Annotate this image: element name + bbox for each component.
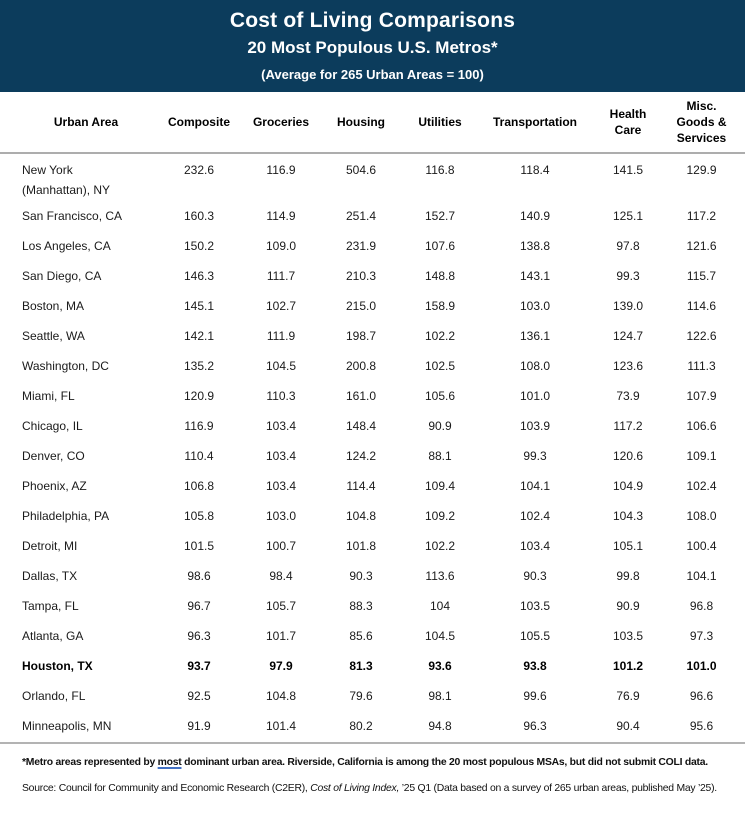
utilities-value-cell: 88.1 xyxy=(428,449,452,463)
page-title: Cost of Living Comparisons xyxy=(229,9,516,32)
column-header-groceries: Groceries xyxy=(248,92,314,153)
table-row xyxy=(0,590,745,620)
urban-area-cell xyxy=(0,680,150,710)
column-header-composite: Composite xyxy=(150,92,248,153)
urban-area-name: Washington, DC xyxy=(22,359,109,373)
urban-area-cell xyxy=(0,320,150,350)
table-row xyxy=(0,410,745,440)
composite-value-cell: 146.3 xyxy=(183,269,215,283)
transportation-value-cell: 93.8 xyxy=(523,659,547,673)
transportation-value-cell: 104.1 xyxy=(519,479,551,493)
health-care-value-cell: 117.2 xyxy=(613,419,643,433)
transportation-value-cell: 136.1 xyxy=(519,329,551,343)
housing-value-cell: 504.6 xyxy=(345,163,377,177)
transportation-value-cell: 99.6 xyxy=(523,689,547,703)
misc-value-cell: 106.6 xyxy=(686,419,717,433)
housing-value-cell: 124.2 xyxy=(345,449,377,463)
urban-area-cell xyxy=(0,153,150,200)
groceries-value-cell: 109.0 xyxy=(265,239,297,253)
urban-area-name: Chicago, IL xyxy=(22,419,83,433)
housing-value-cell: 101.8 xyxy=(345,539,377,553)
cost-of-living-table xyxy=(0,92,745,740)
table-row xyxy=(0,470,745,500)
urban-area-cell xyxy=(0,230,150,260)
table-bottom-divider xyxy=(0,742,745,744)
misc-value-cell: 97.3 xyxy=(689,629,714,643)
groceries-value-cell: 110.3 xyxy=(266,389,296,403)
transportation-value-cell: 118.4 xyxy=(520,163,550,177)
urban-area-cell xyxy=(0,620,150,650)
composite-value-cell: 91.9 xyxy=(187,719,211,733)
utilities-value-cell: 93.6 xyxy=(428,659,452,673)
table-header xyxy=(0,92,745,153)
utilities-value-cell: 102.2 xyxy=(424,539,456,553)
misc-value-cell: 129.9 xyxy=(686,163,717,177)
misc-value-cell: 117.2 xyxy=(686,209,717,223)
transportation-value-cell: 108.0 xyxy=(519,359,551,373)
misc-value-cell: 109.1 xyxy=(686,449,717,463)
utilities-value-cell: 104 xyxy=(429,599,451,613)
composite-value-cell: 142.1 xyxy=(183,329,215,343)
health-care-value-cell: 123.6 xyxy=(612,359,644,373)
table-row xyxy=(0,560,745,590)
urban-area-cell xyxy=(0,710,150,740)
metro-footnote xyxy=(22,757,723,768)
health-care-value-cell: 141.5 xyxy=(612,163,644,177)
source-publication-title: Cost of Living Index, xyxy=(310,783,400,794)
groceries-value-cell: 114.9 xyxy=(266,209,296,223)
utilities-value-cell: 158.9 xyxy=(424,299,456,313)
transportation-value-cell: 96.3 xyxy=(523,719,547,733)
groceries-value-cell: 103.4 xyxy=(265,479,297,493)
groceries-value-cell: 98.4 xyxy=(269,569,293,583)
composite-value-cell: 160.3 xyxy=(183,209,215,223)
groceries-value-cell: 103.4 xyxy=(265,449,297,463)
groceries-value-cell: 103.0 xyxy=(265,509,297,523)
urban-area-cell xyxy=(0,650,150,680)
composite-value-cell: 110.4 xyxy=(184,449,214,463)
transportation-value-cell: 105.5 xyxy=(519,629,551,643)
composite-value-cell: 135.2 xyxy=(183,359,215,373)
composite-value-cell: 101.5 xyxy=(183,539,215,553)
composite-value-cell: 105.8 xyxy=(183,509,215,523)
column-header-utilities: Utilities xyxy=(408,92,472,153)
urban-area-name: New York xyxy=(22,163,73,177)
transportation-value-cell: 103.9 xyxy=(519,419,551,433)
misc-value-cell: 104.1 xyxy=(686,569,717,583)
urban-area-cell xyxy=(0,350,150,380)
urban-area-name: Boston, MA xyxy=(22,299,85,313)
composite-value-cell: 120.9 xyxy=(183,389,215,403)
misc-value-cell: 122.6 xyxy=(686,329,717,343)
health-care-value-cell: 105.1 xyxy=(612,539,644,553)
table-row xyxy=(0,530,745,560)
table-row xyxy=(0,350,745,380)
misc-value-cell: 102.4 xyxy=(686,479,717,493)
column-header-urban-area: Urban Area xyxy=(0,92,150,153)
health-care-value-cell: 73.9 xyxy=(616,389,640,403)
housing-value-cell: 114.4 xyxy=(346,479,376,493)
housing-value-cell: 215.0 xyxy=(345,299,377,313)
table-row xyxy=(0,320,745,350)
housing-value-cell: 90.3 xyxy=(349,569,373,583)
groceries-value-cell: 101.4 xyxy=(265,719,297,733)
transportation-value-cell: 103.4 xyxy=(519,539,551,553)
urban-area-name: Seattle, WA xyxy=(22,329,85,343)
metro-footnote-text-cont: dominant urban area. Riverside, California is among the 20 most populous MSAs, but did not submit COLI data. xyxy=(181,757,708,768)
health-care-value-cell: 124.7 xyxy=(612,329,644,343)
utilities-value-cell: 116.8 xyxy=(425,163,455,177)
composite-value-cell: 92.5 xyxy=(187,689,211,703)
urban-area-name: Los Angeles, CA xyxy=(22,239,111,253)
table-row xyxy=(0,153,745,200)
source-note xyxy=(22,783,723,794)
housing-value-cell: 210.3 xyxy=(345,269,377,283)
scale-note: (Average for 265 Urban Areas = 100) xyxy=(261,67,484,82)
table-row xyxy=(0,200,745,230)
misc-value-cell: 114.6 xyxy=(686,299,717,313)
underlined-most: most xyxy=(157,757,182,768)
table-row xyxy=(0,380,745,410)
housing-value-cell: 104.8 xyxy=(345,509,377,523)
table-row xyxy=(0,500,745,530)
composite-value-cell: 116.9 xyxy=(184,419,214,433)
housing-value-cell: 88.3 xyxy=(349,599,373,613)
composite-value-cell: 96.7 xyxy=(187,599,211,613)
groceries-value-cell: 101.7 xyxy=(265,629,297,643)
urban-area-name: Detroit, MI xyxy=(22,539,78,553)
health-care-value-cell: 139.0 xyxy=(612,299,644,313)
misc-value-cell: 121.6 xyxy=(686,239,717,253)
urban-area-name: San Francisco, CA xyxy=(22,209,123,223)
column-header-misc-goods-services: Misc. Goods & Services xyxy=(658,92,745,153)
urban-area-name: Houston, TX xyxy=(22,659,93,673)
header-banner xyxy=(0,0,745,92)
urban-area-name: Tampa, FL xyxy=(22,599,79,613)
utilities-value-cell: 152.7 xyxy=(424,209,456,223)
column-header-health-care: Health Care xyxy=(598,92,658,153)
utilities-value-cell: 109.4 xyxy=(424,479,456,493)
misc-value-cell: 96.6 xyxy=(689,689,714,703)
utilities-value-cell: 148.8 xyxy=(424,269,456,283)
table-row xyxy=(0,710,745,740)
urban-area-cell xyxy=(0,530,150,560)
urban-area-name: Atlanta, GA xyxy=(22,629,84,643)
health-care-value-cell: 101.2 xyxy=(612,659,644,673)
health-care-value-cell: 103.5 xyxy=(612,629,644,643)
health-care-value-cell: 104.9 xyxy=(612,479,644,493)
table-row xyxy=(0,680,745,710)
transportation-value-cell: 90.3 xyxy=(523,569,547,583)
metro-footnote-text: *Metro areas represented by xyxy=(22,757,158,768)
table-row xyxy=(0,230,745,260)
groceries-value-cell: 102.7 xyxy=(265,299,297,313)
source-text-cont: ’25 Q1 (Data based on a survey of 265 urban areas, published May ’25). xyxy=(399,783,717,794)
housing-value-cell: 85.6 xyxy=(349,629,373,643)
health-care-value-cell: 120.6 xyxy=(612,449,644,463)
misc-value-cell: 101.0 xyxy=(686,659,717,673)
composite-value-cell: 232.6 xyxy=(183,163,215,177)
misc-value-cell: 96.8 xyxy=(689,599,714,613)
utilities-value-cell: 113.6 xyxy=(425,569,455,583)
utilities-value-cell: 107.6 xyxy=(424,239,456,253)
housing-value-cell: 79.6 xyxy=(349,689,373,703)
composite-value-cell: 96.3 xyxy=(187,629,211,643)
misc-value-cell: 111.3 xyxy=(687,359,716,373)
misc-value-cell: 108.0 xyxy=(686,509,717,523)
composite-value-cell: 98.6 xyxy=(187,569,211,583)
urban-area-cell xyxy=(0,470,150,500)
urban-area-name: Dallas, TX xyxy=(22,569,78,583)
health-care-value-cell: 104.3 xyxy=(612,509,644,523)
urban-area-name: Minneapolis, MN xyxy=(22,719,112,733)
groceries-value-cell: 111.7 xyxy=(266,269,296,283)
housing-value-cell: 161.0 xyxy=(345,389,377,403)
groceries-value-cell: 103.4 xyxy=(265,419,297,433)
urban-area-cell xyxy=(0,380,150,410)
column-header-housing: Housing xyxy=(314,92,408,153)
housing-value-cell: 231.9 xyxy=(345,239,377,253)
transportation-value-cell: 99.3 xyxy=(523,449,547,463)
table-body xyxy=(0,153,745,740)
transportation-value-cell: 103.5 xyxy=(519,599,551,613)
urban-area-name: San Diego, CA xyxy=(22,269,102,283)
urban-area-cell xyxy=(0,260,150,290)
utilities-value-cell: 102.2 xyxy=(424,329,456,343)
urban-area-cell xyxy=(0,290,150,320)
table-header-row xyxy=(0,92,745,153)
groceries-value-cell: 97.9 xyxy=(269,659,293,673)
health-care-value-cell: 125.1 xyxy=(612,209,644,223)
urban-area-cell xyxy=(0,440,150,470)
utilities-value-cell: 102.5 xyxy=(424,359,456,373)
source-text: Source: Council for Community and Economic Research (C2ER), xyxy=(22,783,311,794)
transportation-value-cell: 140.9 xyxy=(519,209,551,223)
misc-value-cell: 100.4 xyxy=(686,539,717,553)
housing-value-cell: 148.4 xyxy=(345,419,377,433)
urban-area-name: Miami, FL xyxy=(22,389,75,403)
composite-value-cell: 93.7 xyxy=(187,659,211,673)
utilities-value-cell: 98.1 xyxy=(428,689,452,703)
utilities-value-cell: 90.9 xyxy=(428,419,452,433)
table-row xyxy=(0,650,745,680)
column-header-transportation: Transportation xyxy=(472,92,598,153)
groceries-value-cell: 100.7 xyxy=(265,539,297,553)
table-row xyxy=(0,260,745,290)
urban-area-cell xyxy=(0,500,150,530)
health-care-value-cell: 90.4 xyxy=(616,719,640,733)
misc-value-cell: 107.9 xyxy=(686,389,717,403)
utilities-value-cell: 104.5 xyxy=(424,629,456,643)
utilities-value-cell: 109.2 xyxy=(424,509,456,523)
page-subtitle: 20 Most Populous U.S. Metros* xyxy=(247,38,498,57)
health-care-value-cell: 76.9 xyxy=(616,689,640,703)
composite-value-cell: 145.1 xyxy=(183,299,215,313)
housing-value-cell: 81.3 xyxy=(349,659,373,673)
composite-value-cell: 150.2 xyxy=(183,239,215,253)
health-care-value-cell: 90.9 xyxy=(616,599,640,613)
misc-value-cell: 95.6 xyxy=(689,719,714,733)
urban-area-cell xyxy=(0,410,150,440)
misc-value-cell: 115.7 xyxy=(686,269,717,283)
urban-area-cell xyxy=(0,590,150,620)
table-row xyxy=(0,620,745,650)
urban-area-name: Phoenix, AZ xyxy=(22,479,87,493)
transportation-value-cell: 102.4 xyxy=(519,509,551,523)
groceries-value-cell: 111.9 xyxy=(266,329,296,343)
housing-value-cell: 198.7 xyxy=(345,329,377,343)
health-care-value-cell: 97.8 xyxy=(616,239,640,253)
groceries-value-cell: 104.8 xyxy=(265,689,297,703)
utilities-value-cell: 94.8 xyxy=(428,719,452,733)
urban-area-cell xyxy=(0,200,150,230)
housing-value-cell: 80.2 xyxy=(349,719,373,733)
urban-area-name: Denver, CO xyxy=(22,449,85,463)
housing-value-cell: 200.8 xyxy=(345,359,377,373)
groceries-value-cell: 104.5 xyxy=(265,359,297,373)
transportation-value-cell: 103.0 xyxy=(519,299,551,313)
housing-value-cell: 251.4 xyxy=(345,209,377,223)
urban-area-name: Philadelphia, PA xyxy=(22,509,110,523)
urban-area-cell xyxy=(0,560,150,590)
urban-area-name: Orlando, FL xyxy=(22,689,86,703)
groceries-value-cell: 105.7 xyxy=(265,599,297,613)
composite-value-cell: 106.8 xyxy=(183,479,215,493)
groceries-value-cell: 116.9 xyxy=(266,163,296,177)
health-care-value-cell: 99.8 xyxy=(616,569,640,583)
urban-area-name-line2: (Manhattan), NY xyxy=(22,183,111,197)
footnotes xyxy=(0,757,745,794)
utilities-value-cell: 105.6 xyxy=(424,389,456,403)
transportation-value-cell: 138.8 xyxy=(519,239,551,253)
table-row xyxy=(0,440,745,470)
health-care-value-cell: 99.3 xyxy=(616,269,640,283)
table-row xyxy=(0,290,745,320)
transportation-value-cell: 143.1 xyxy=(519,269,551,283)
transportation-value-cell: 101.0 xyxy=(519,389,551,403)
